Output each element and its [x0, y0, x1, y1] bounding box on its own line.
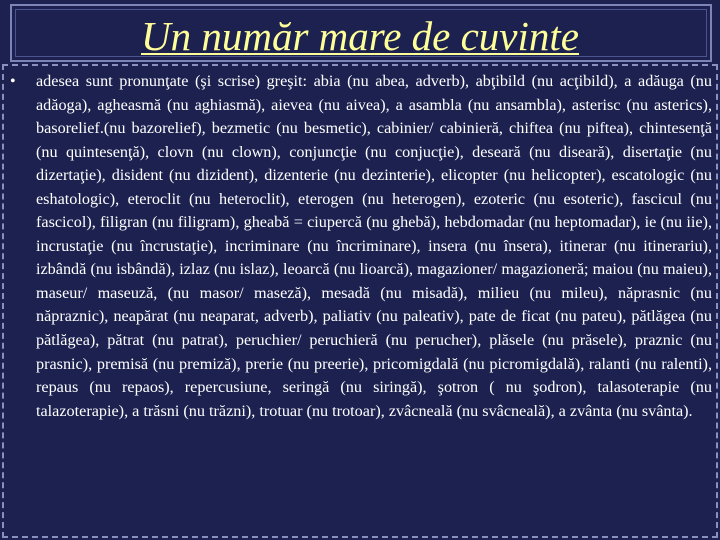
- bullet-item: [8, 70, 714, 423]
- slide-title: Un număr mare de cuvinte: [141, 13, 579, 59]
- bullet-icon: •: [10, 73, 16, 90]
- bullet-text: adesea sunt pronunţate (şi scrise) greşit: abia (nu abea, adverb), abţibild (nu acţibild), a adăuga (nu adăoga), agheasmă (nu aghiasmă), aievea (nu aivea), a asambla (nu ansambla), asterisc (nu asterics), basorelief.(nu bazorelief), bezmetic (nu besmetic), cabinier/ cabinieră, chiftea (nu piftea), chintesenţă (nu quintesenţă), clovn (nu clown), conjuncţie (nu conjucţie), deseară (nu diseară), disertaţie (nu dizertaţie), disident (nu dizident), dizenterie (nu dezinterie), elicopter (nu helicopter), escatologic (nu eshatologic), eteroclit (nu heteroclit), eterogen (nu heterogen), ezoteric (nu esoteric), fascicul (nu fascicol), filigran (nu filigram), gheabă = ciupercă (nu ghebă), hebdomadar (nu heptomadar), ie (nu iie), incrustaţie (nu încrustaţie), incriminare (nu încriminare), insera (nu însera), itinerar (nu itinerariu), izbândă (nu isbândă), izlaz (nu islaz), leoarcă (nu lioarcă), magazioner/ magazioneră; maiou (nu maieu), maseur/ maseuză, (nu masor/ maseză), mesadă (nu misadă), milieu (nu mileu), năprasnic (nu năpraznic), neapărat (nu neaparat, adverb), paliativ (nu paleativ), pate de ficat (nu pateu), pătlăgea (nu pătlăgea), pătrat (nu patrat), peruchier/ peruchieră (nu perucher), plăsele (nu prăsele), praznic (nu prasnic), premisă (nu premiză), prerie (nu preerie), pricomigdală (nu picromigdală), ralanti (nu ralenti), repaus (nu repaos), repercusiune, seringă (nu siringă), şotron ( nu şodron), talasoterapie (nu talazoterapie), a trăsni (nu trăzni), trotuar (nu trotoar), zvâcneală (nu svâcneală), a zvânta (nu svânta).: [36, 72, 712, 420]
